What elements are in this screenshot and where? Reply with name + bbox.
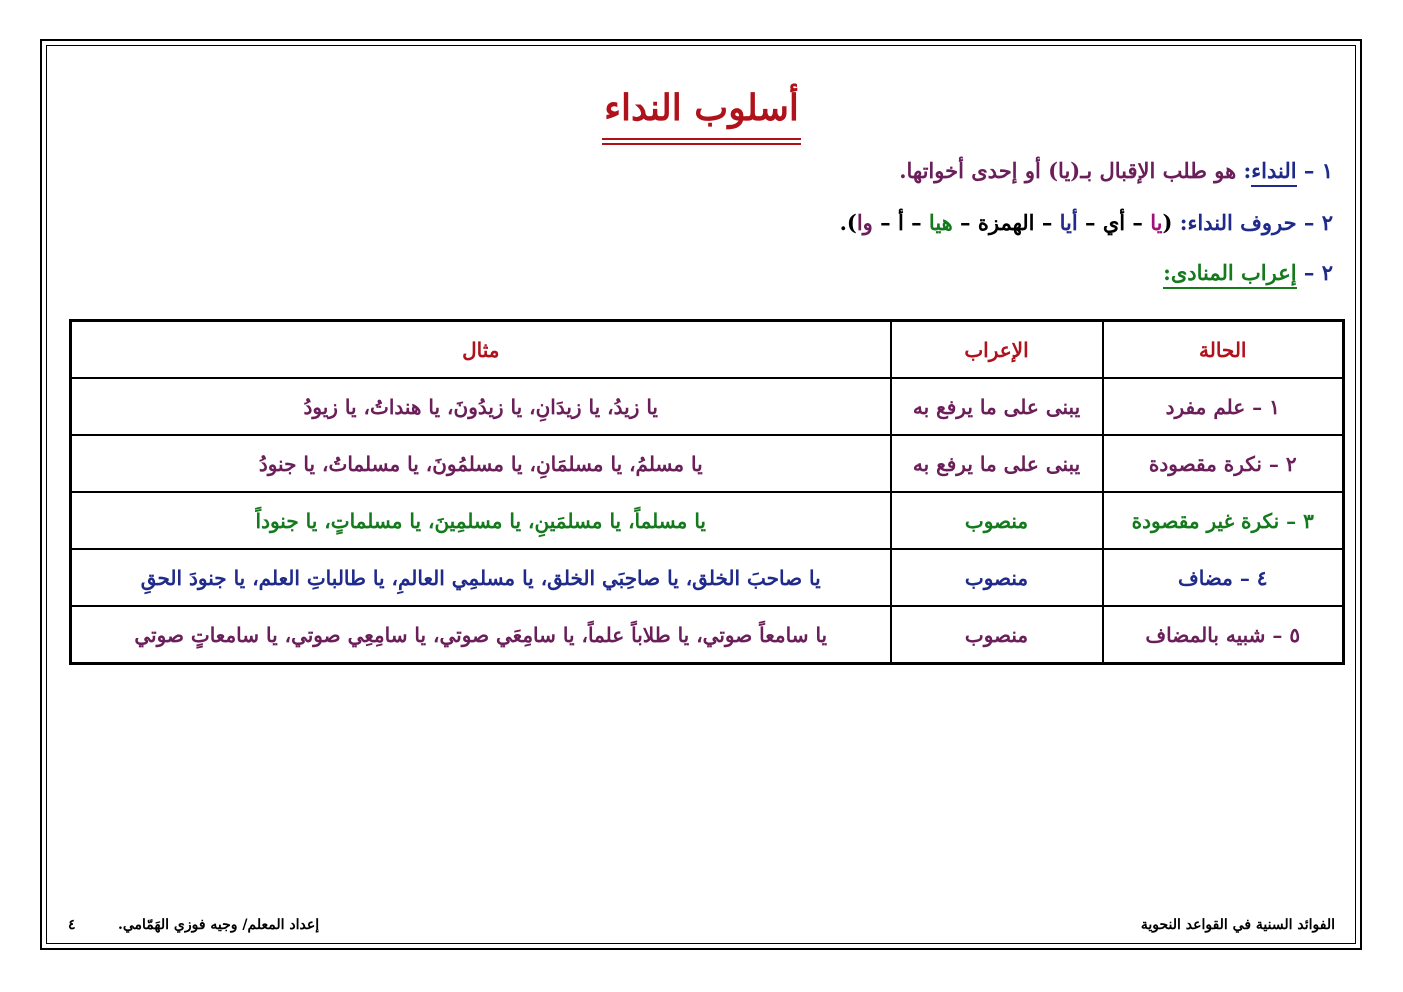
cell-example: يا سامعاً صوتي، يا طلاباً علماً، يا سامِعَي صوتي، يا سامِعِي صوتي، يا سامعاتٍ صوتي <box>71 606 891 664</box>
table-row <box>71 378 1344 435</box>
cell-irab: يبنى على ما يرفع به <box>891 435 1103 492</box>
cell-example: يا صاحبَ الخلق، يا صاحِبَي الخلق، يا مسلمِي العالمِ، يا طالباتِ العلم، يا جنودَ الحقِ <box>71 549 891 606</box>
cell-irab: منصوب <box>891 606 1103 664</box>
separator: – <box>1077 210 1103 235</box>
cell-example: يا مسلماً، يا مسلمَينِ، يا مسلمِينَ، يا مسلماتٍ، يا جنوداً <box>71 492 891 549</box>
particles-line <box>840 208 1333 238</box>
footer-page-number: ٤ <box>68 917 76 933</box>
term-nidaa: النداء <box>1251 158 1296 187</box>
cell-irab: منصوب <box>891 549 1103 606</box>
cell-case: ٢ – نكرة مقصودة <box>1103 435 1344 492</box>
particle-ay: أي <box>1102 210 1126 235</box>
page-title: أسلوب النداء <box>602 84 801 140</box>
cell-case: ١ – علم مفرد <box>1103 378 1344 435</box>
term-particles: حروف النداء: <box>1179 210 1297 235</box>
table-header-row <box>71 321 1344 379</box>
particle-ya: يا <box>1150 210 1163 235</box>
open-paren: ( <box>1162 210 1173 235</box>
particle-ayaa: أيا <box>1059 210 1078 235</box>
cell-case: ٥ – شبيه بالمضاف <box>1103 606 1344 664</box>
table-row <box>71 492 1344 549</box>
cell-case: ٣ – نكرة غير مقصودة <box>1103 492 1344 549</box>
point-number: ٢ – <box>1303 260 1333 285</box>
particle-hayaa: هيا <box>928 210 953 235</box>
close-paren: ). <box>839 210 857 235</box>
header-example: مثال <box>71 321 891 379</box>
table-row <box>71 435 1344 492</box>
point-number: ١ – <box>1303 158 1333 183</box>
table-row <box>71 549 1344 606</box>
separator: – <box>1125 210 1151 235</box>
term-irab-munada: إعراب المنادى: <box>1163 260 1297 289</box>
particle-waa: وا <box>856 210 873 235</box>
header-case: الحالة <box>1103 321 1344 379</box>
separator: – <box>952 210 978 235</box>
separator: – <box>1034 210 1060 235</box>
definition-text: هو طلب الإقبال بـ(يا) أو إحدى أخواتها. <box>899 158 1237 183</box>
particle-a: أ <box>897 210 904 235</box>
cell-example: يا زيدُ، يا زيدَانِ، يا زيدُونَ، يا هنداتُ، يا زيودُ <box>71 378 891 435</box>
header-irab: الإعراب <box>891 321 1103 379</box>
footer-author: إعداد المعلم/ وجيه فوزي الهَمّامي. <box>118 917 320 933</box>
irab-heading-line <box>1163 258 1333 288</box>
cell-example: يا مسلمُ، يا مسلمَانِ، يا مسلمُونَ، يا مسلماتُ، يا جنودُ <box>71 435 891 492</box>
separator: – <box>872 210 898 235</box>
cell-case: ٤ – مضاف <box>1103 549 1344 606</box>
cell-irab: يبنى على ما يرفع به <box>891 378 1103 435</box>
definition-line <box>899 156 1333 186</box>
particle-hamza: الهمزة <box>977 210 1035 235</box>
footer-book-title: الفوائد السنية في القواعد النحوية <box>1140 917 1335 933</box>
title-container <box>0 84 1403 140</box>
table-row <box>71 606 1344 664</box>
munada-table <box>69 319 1345 665</box>
separator: – <box>903 210 929 235</box>
cell-irab: منصوب <box>891 492 1103 549</box>
point-number: ٢ – <box>1303 210 1333 235</box>
term-colon: : <box>1243 158 1252 183</box>
